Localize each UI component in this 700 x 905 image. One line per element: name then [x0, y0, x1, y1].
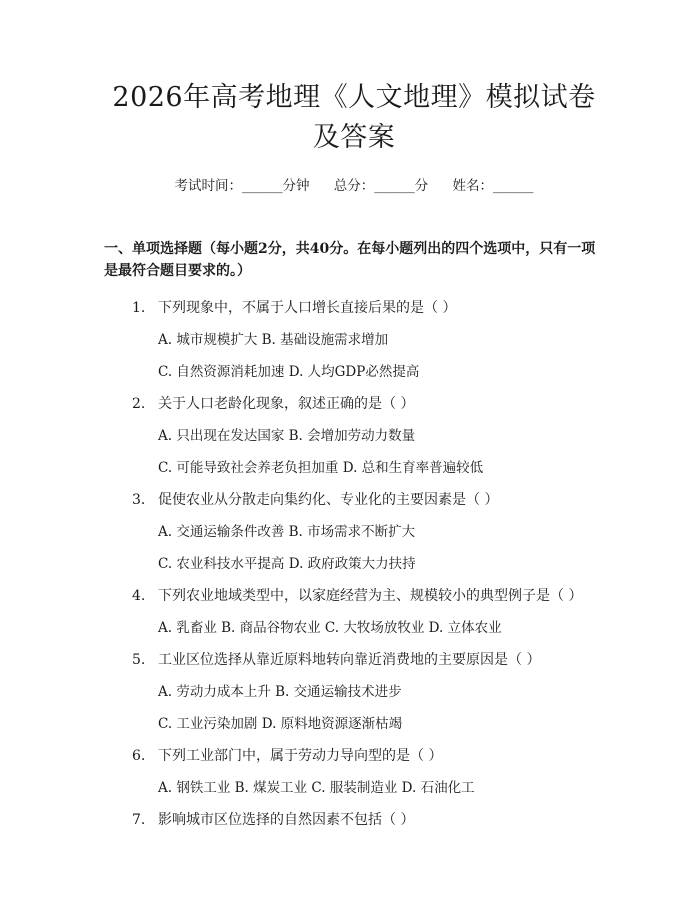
question-number: 4. [132, 588, 146, 604]
option-line: A. 交通运输条件改善 B. 市场需求不断扩大 [158, 524, 416, 540]
option-line: C. 自然资源消耗加速 D. 人均GDP必然提高 [158, 364, 420, 380]
question-number: 2. [132, 396, 146, 412]
option-line: C. 农业科技水平提高 D. 政府政策大力扶持 [158, 556, 416, 572]
question-text: 下列现象中，不属于人口增长直接后果的是（ ） [158, 300, 457, 316]
exam-title: 2026年高考地理《人文地理》模拟试卷及答案 [112, 82, 596, 153]
question-number: 7. [132, 812, 146, 828]
option-line: C. 工业污染加剧 D. 原料地资源逐渐枯竭 [158, 716, 403, 732]
question-text: 工业区位选择从靠近原料地转向靠近消费地的主要原因是（ ） [158, 652, 541, 668]
section-heading: 一、单项选择题（每小题2分，共40分。在每小题列出的四个选项中，只有一项是最符合题目要求的。） [104, 241, 596, 279]
question-item [132, 394, 604, 414]
question-number: 5. [132, 652, 146, 668]
question-text: 下列工业部门中，属于劳动力导向型的是（ ） [158, 748, 443, 764]
question-item [132, 746, 604, 766]
question-number: 1. [132, 300, 146, 316]
exam-meta [104, 176, 604, 196]
option-line: C. 可能导致社会养老负担加重 D. 总和生育率普遍较低 [158, 460, 484, 476]
question-item [132, 650, 604, 670]
option-line: A. 钢铁工业 B. 煤炭工业 C. 服装制造业 D. 石油化工 [158, 780, 475, 796]
option-line: A. 城市规模扩大 B. 基础设施需求增加 [158, 332, 389, 348]
question-text: 下列农业地域类型中，以家庭经营为主、规模较小的典型例子是（ ） [158, 588, 583, 604]
exam-time-field: 考试时间：______分钟 [174, 178, 310, 194]
question-list [104, 298, 604, 830]
student-name-field: 姓名：______ [452, 178, 534, 194]
question-text: 促使农业从分散走向集约化、专业化的主要因素是（ ） [158, 492, 499, 508]
option-line: A. 劳动力成本上升 B. 交通运输技术进步 [158, 684, 402, 700]
question-item [132, 298, 604, 318]
question-item [132, 810, 604, 830]
question-number: 6. [132, 748, 146, 764]
option-line: A. 乳畜业 B. 商品谷物农业 C. 大牧场放牧业 D. 立体农业 [158, 620, 502, 636]
total-score-field: 总分：______分 [333, 178, 429, 194]
question-item [132, 490, 604, 510]
option-line: A. 只出现在发达国家 B. 会增加劳动力数量 [158, 428, 416, 444]
question-item [132, 586, 604, 606]
question-text: 关于人口老龄化现象，叙述正确的是（ ） [158, 396, 415, 412]
question-text: 影响城市区位选择的自然因素不包括（ ） [158, 812, 415, 828]
question-number: 3. [132, 492, 146, 508]
